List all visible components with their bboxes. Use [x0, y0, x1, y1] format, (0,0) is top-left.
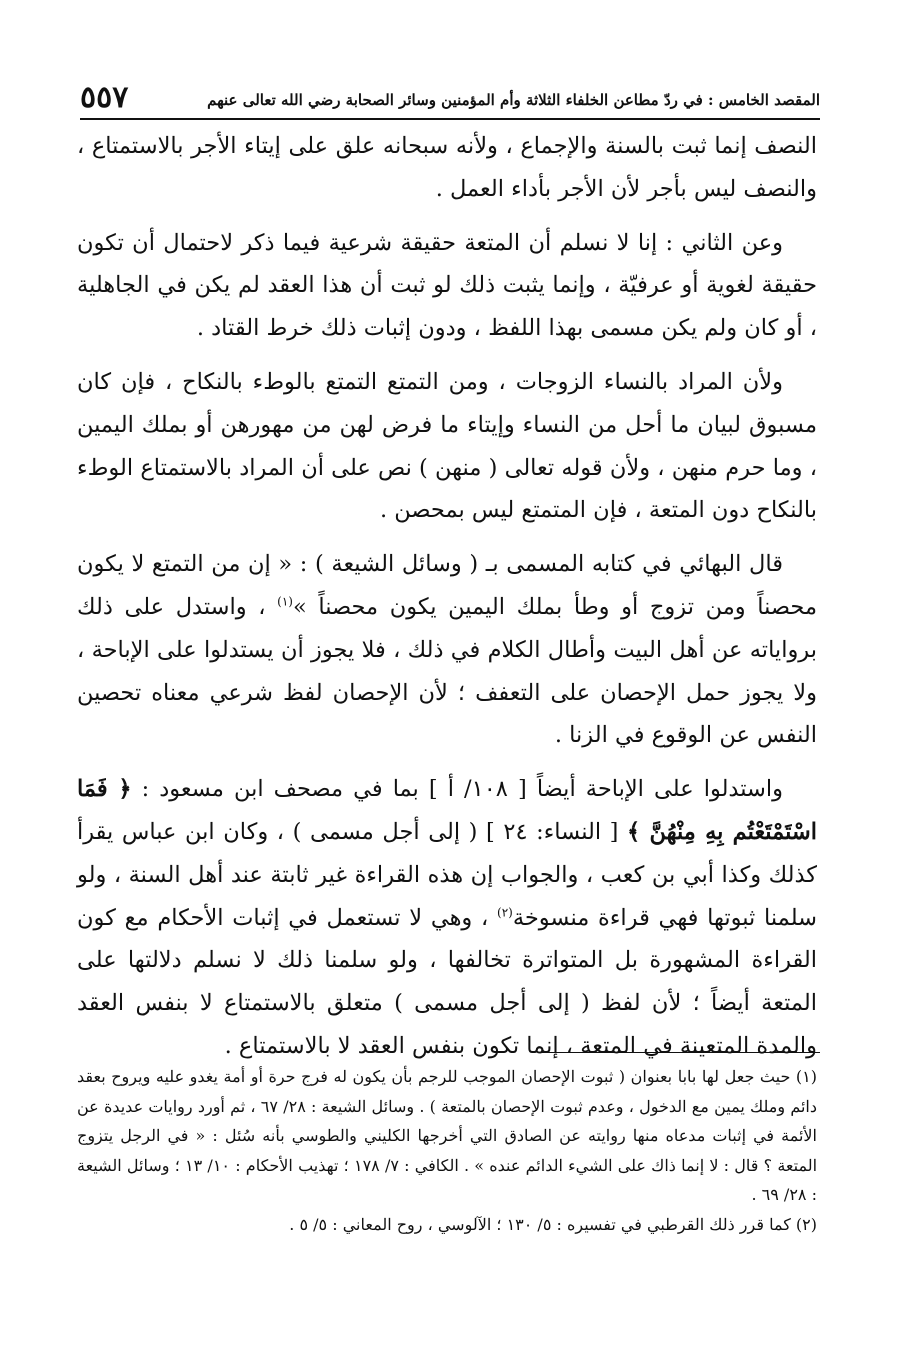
paragraph-5-text-a: واستدلوا على الإباحة أيضاً [ ١٠٨/ أ ] بما في مصحف ابن مسعود : — [131, 776, 783, 803]
paragraph-4 — [77, 543, 817, 757]
footnote-ref-1[interactable]: (١) — [277, 594, 293, 609]
footnote-ref-2[interactable]: (٢) — [497, 905, 513, 920]
page-header — [80, 82, 820, 120]
footnote-1: (١) حيث جعل لها بابا بعنوان ( ثبوت الإحصان الموجب للرجم بأن يكون له فرج حرة أو أمة يغدو عليه ويروح بعقد دائم وملك يمين مع الدخول ، وعدم ثبوت الإحصان بالمتعة ) . وسائل الشيعة : ٢٨/ ٦٧ ، ثم أورد روايات عديدة عن الأئمة في إثبات مدعاه منها روايته عن الصادق التي أخرجها الكليني والطوسي بأنه سُئل : « في الرجل يتزوج المتعة ؟ قال : لا إنما ذاك على الشيء الدائم عنده » . الكافي : ٧/ ١٧٨ ؛ تهذيب الأحكام : ١٠/ ١٣ ؛ وسائل الشيعة : ٢٨/ ٦٩ . — [77, 1067, 818, 1204]
paragraph-4-text-b: ، واستدل على ذلك برواياته عن أهل البيت وأطال الكلام في ذلك ، فلا يجوز أن يستدلوا على الإباحة ، ولا يجوز حمل الإحصان على التعفف ؛ لأن الإحصان لفظ شرعي معناه تحصين النفس عن الوقوع في الزنا . — [77, 593, 817, 749]
paragraph-5-text-c: ، وهي لا تستعمل في إثبات الأحكام مع كون القراءة المشهورة بل المتواترة تخالفها ، ولو سلمنا ذلك لا نسلم دلالتها على المتعة أيضاً ؛ لأن لفظ ( إلى أجل مسمى ) متعلق بالاستمتاع لا بنفس العقد والمدة المتعينة في المتعة ، إنما تكون بنفس العقد لا بالاستمتاع . — [77, 904, 817, 1059]
footnotes — [77, 1062, 817, 1239]
running-title: المقصد الخامس : في ردّ مطاعن الخلفاء الثلاثة وأم المؤمنين وسائر الصحابة رضي الله تعالى عنهم — [207, 91, 820, 109]
paragraph-1: النصف إنما ثبت بالسنة والإجماع ، ولأنه سبحانه علق على إيتاء الأجر بالاستمتاع ، والنصف ليس بأجر لأن الأجر بأداء العمل . — [77, 133, 817, 202]
paragraph-5 — [77, 768, 817, 1068]
page-number: ٥٥٧ — [80, 80, 129, 115]
paragraph-2: وعن الثاني : إنا لا نسلم أن المتعة حقيقة شرعية فيما ذكر لاحتمال أن تكون حقيقة لغوية أو عرفيّة ، وإنما يثبت ذلك لو ثبت أن هذا العقد لم يكن في الجاهلية ، أو كان ولم يكن مسمى بهذا اللفظ ، ودون إثبات ذلك خرط القتاد . — [77, 229, 817, 342]
paragraph-3: ولأن المراد بالنساء الزوجات ، ومن التمتع التمتع بالوطء بالنكاح ، فإن كان مسبوق لبيان ما أحل من النساء وإيتاء ما فرض لهن من مهورهن أو بملك اليمين ، وما حرم منهن ، ولأن قوله تعالى ( منهن ) نص على أن المراد بالاستمتاع الوطء بالنكاح دون المتعة ، فإن المتمتع ليس بمحصن . — [77, 368, 817, 524]
paragraph-5-text-b: [ النساء: ٢٤ ] ( إلى أجل مسمى ) ، وكان ابن عباس يقرأ كذلك وكذا أبي بن كعب ، والجواب إن هذه القراءة غير ثابتة عند أهل السنة ، ولو سلمنا ثبوتها فهي قراءة منسوخة — [77, 818, 817, 931]
footnote-2: (٢) كما قرر ذلك القرطبي في تفسيره : ٥/ ١٣٠ ؛ الآلوسي ، روح المعاني : ٥/ ٥ . — [289, 1214, 817, 1234]
paragraph-4-text-a: قال البهائي في كتابه المسمى بـ ( وسائل الشيعة ) : « إن من التمتع لا يكون محصناً ومن تزوج أو وطأ بملك اليمين يكون محصناً » — [77, 551, 817, 620]
footnote-divider — [540, 1052, 820, 1053]
main-text — [77, 125, 817, 1079]
quran-verse: ﴿ فَمَا اسْتَمْتَعْتُم بِهِ مِنْهُنَّ ﴾ — [77, 776, 817, 845]
